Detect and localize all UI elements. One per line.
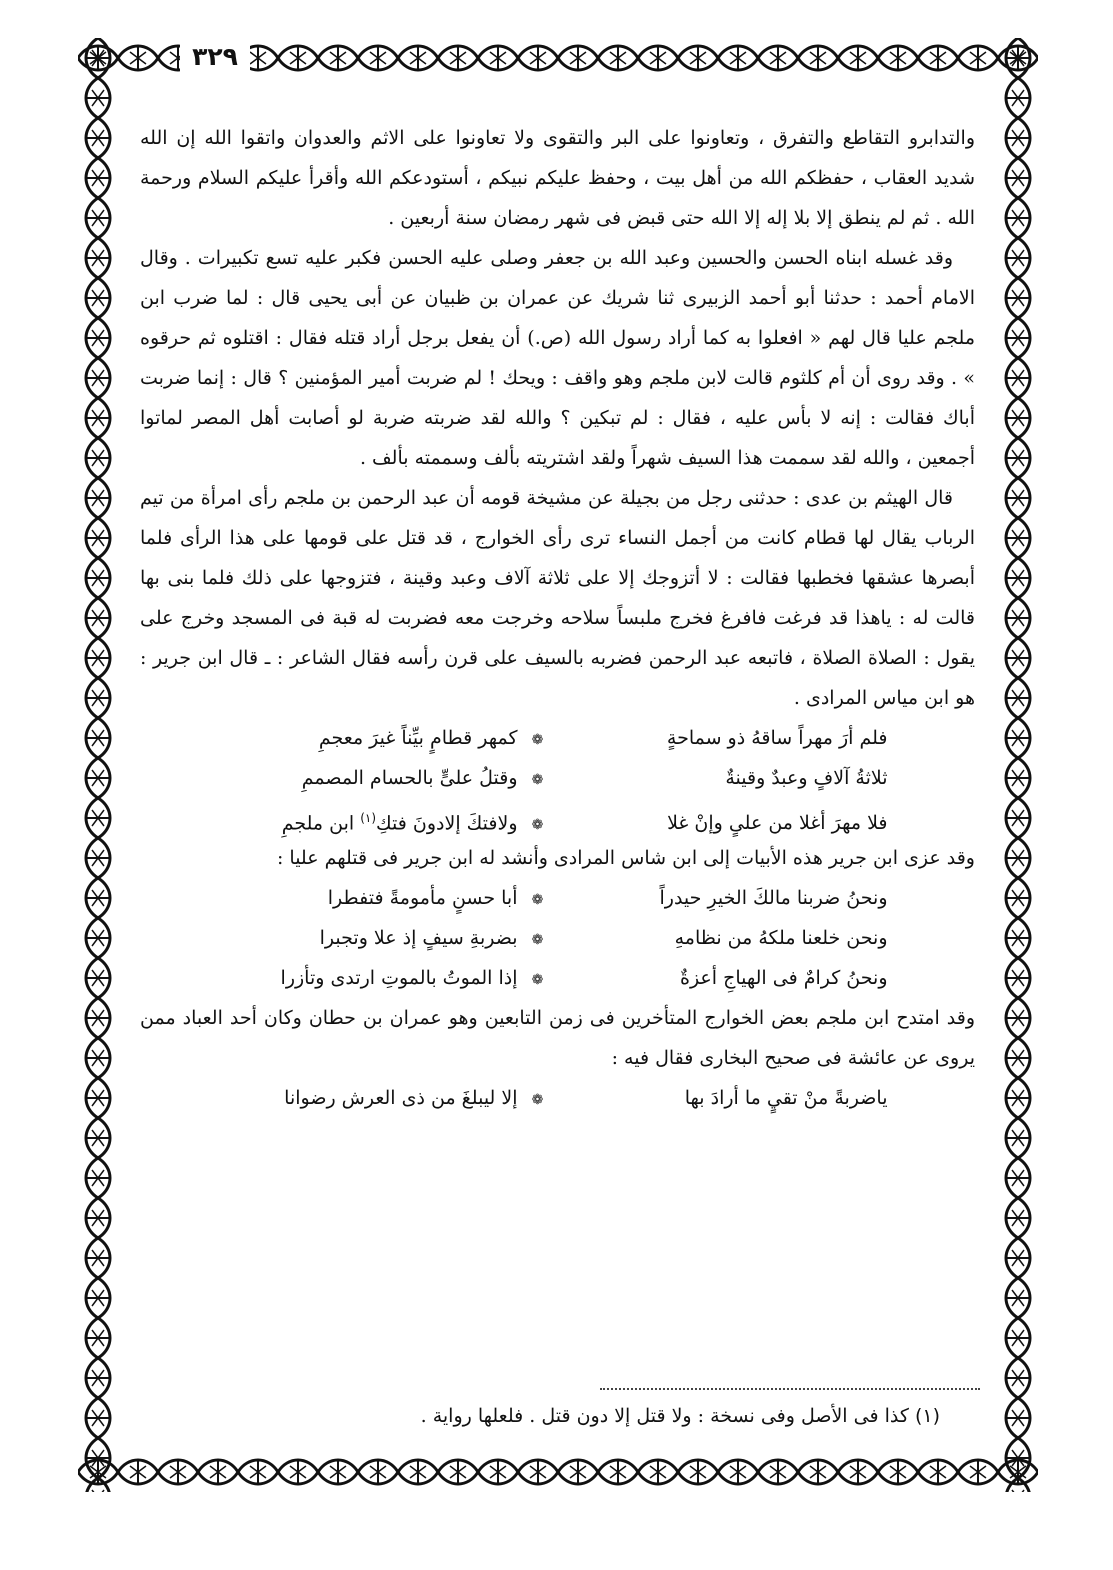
page-number: ٣٢٩ [180,42,250,72]
verse-hemistich-first: ونحنُ ضربنا مالكَ الخيرِ حيدراً [659,887,888,909]
verse-line [140,918,935,958]
footnote-mark: (١) [914,1405,940,1427]
footnote [140,1398,940,1434]
verse-hemistich-first: ياضربةً منْ تقيٍ ما أرادَ بها [684,1087,888,1109]
verse-separator-icon: ❁ [531,732,544,748]
verse-hemistich-first: فلم أرَ مهراً ساقهُ ذو سماحةٍ [666,727,888,749]
paragraph-4: وقد عزى ابن جرير هذه الأبيات إلى ابن شاس المرادى وأنشد له ابن جرير فى قتلهم عليا : [276,847,975,869]
verse-hemistich-second-end: ابن ملجمِ [281,812,361,835]
verse-separator-icon: ❁ [531,892,544,908]
ornamental-border-right [998,38,1038,1492]
verse-separator-icon: ❁ [531,1092,544,1108]
verse-separator-icon: ❁ [531,932,544,948]
verse-line [140,958,935,998]
poem-3 [140,1078,935,1118]
footnote-divider [600,1388,980,1390]
footnote-reference[interactable]: (١) [360,811,377,825]
paragraph-1: والتدابرو التقاطع والتفرق ، وتعاونوا على البر والتقوى ولا تعاونوا على الاثم والعدوان واتقوا الله إن الله شديد العقاب ، حفظكم الله من أهل بيت ، وحفظ عليكم نبيكم ، أستودعكم الله وأقرأ عليكم السلام ورحمة الله . ثم لم ينطق إلا بلا إله إلا الله حتى قبض فى شهر رمضان سنة أربعين . [140,127,975,229]
poem-1 [140,718,935,838]
chain-ornament [998,38,1038,1492]
poem-2 [140,878,935,998]
ornamental-border-left [78,38,118,1492]
verse-hemistich-second: وقتلُ علىٍّ بالحسام المصممِ [301,767,518,789]
footnote-text: كذا فى الأصل وفى نسخة : ولا قتل إلا دون قتل . فلعلها رواية . [420,1405,909,1427]
verse-hemistich-second: إلا ليبلغَ من ذى العرش رضوانا [284,1087,518,1109]
verse-hemistich-second: أبا حسنٍ مأمومةً فتفطرا [327,887,518,909]
verse-line [140,718,935,758]
ornamental-border-bottom [78,1452,1038,1492]
paragraph-2: وقد غسله ابناه الحسن والحسين وعبد الله بن جعفر وصلى عليه الحسن فكبر عليه تسع تكبيرات . وقال الامام أحمد : حدثنا أبو أحمد الزبيرى ثنا شريك عن عمران بن ظبيان عن أبى يحيى قال : لما ضرب ابن ملجم عليا قال لهم « افعلوا به كما أراد رسول الله (ص.) أن يفعل برجل أراد قتله فقال : اقتلوه ثم حرقوه » . وقد روى أن أم كلثوم قالت لابن ملجم وهو واقف : ويحك ! لم ضربت أمير المؤمنين ؟ قال : إنما ضربت أباك فقالت : إنه لا بأس عليه ، فقال : لم تبكين ؟ والله لقد ضربته ضربة لو أصابت أهل المصر لماتوا أجمعين ، والله لقد سممت هذا السيف شهراً ولقد اشتريته بألف وسممته بألف . [140,247,975,469]
verse-separator-icon: ❁ [531,972,544,988]
verse-hemistich-second-text: ولافتكَ إلادونَ فتكِ [376,812,518,835]
verse-hemistich-second: بضربةِ سيفٍ إذ علا وتجبرا [319,927,518,949]
paragraph-3: قال الهيثم بن عدى : حدثنى رجل من بجيلة عن مشيخة قومه أن عبد الرحمن بن ملجم رأى امرأة من تيم الرباب يقال لها قطام كانت من أجمل النساء ترى رأى الخوارج ، قد قتل على قومها على هذا الرأى فلما أبصرها عشقها فخطبها فقالت : لا أتزوجك إلا على ثلاثة آلاف وعبد وقينة ، فتزوجها على ذلك فلما بنى بها قالت له : ياهذا قد فرغت فافرغ فخرج ملبساً سلاحه وخرجت معه فضربت له قبة فى المسجد وخرج على يقول : الصلاة الصلاة ، فاتبعه عبد الرحمن فضربه بالسيف على قرن رأسه فقال الشاعر : ـ قال ابن جرير : هو ابن مياس المرادى . [140,487,975,709]
verse-hemistich-second: كمهر قطامٍ بيِّناً غيرَ معجمِ [318,727,518,749]
verse-line [140,758,935,798]
main-text [140,118,975,1118]
verse-line [140,878,935,918]
verse-separator-icon: ❁ [531,817,544,834]
verse-hemistich-first: ثلاثةُ آلافٍ وعبدٌ وقينةٌ [725,767,888,789]
verse-hemistich-second: إذا الموتُ بالموتِ ارتدى وتأزرا [280,967,518,989]
chain-ornament [78,1452,1038,1492]
verse-line [140,1078,935,1118]
verse-line [140,798,935,838]
verse-separator-icon: ❁ [531,772,544,788]
paragraph-5: وقد امتدح ابن ملجم بعض الخوارج المتأخرين فى زمن التابعين وهو عمران بن حطان وكان أحد العباد ممن يروى عن عائشة فى صحيح البخارى فقال فيه : [140,1007,975,1069]
verse-hemistich-first: ونحن خلعنا ملكهُ من نظامهِ [674,927,888,949]
verse-hemistich-first: ونحنُ كرامٌ فى الهياجِ أعزةٌ [679,967,888,989]
verse-hemistich-second [188,798,518,843]
chain-ornament [78,38,118,1492]
verse-hemistich-first: فلا مهرَ أغلا من علىٍ وإنْ غلا [667,812,888,835]
